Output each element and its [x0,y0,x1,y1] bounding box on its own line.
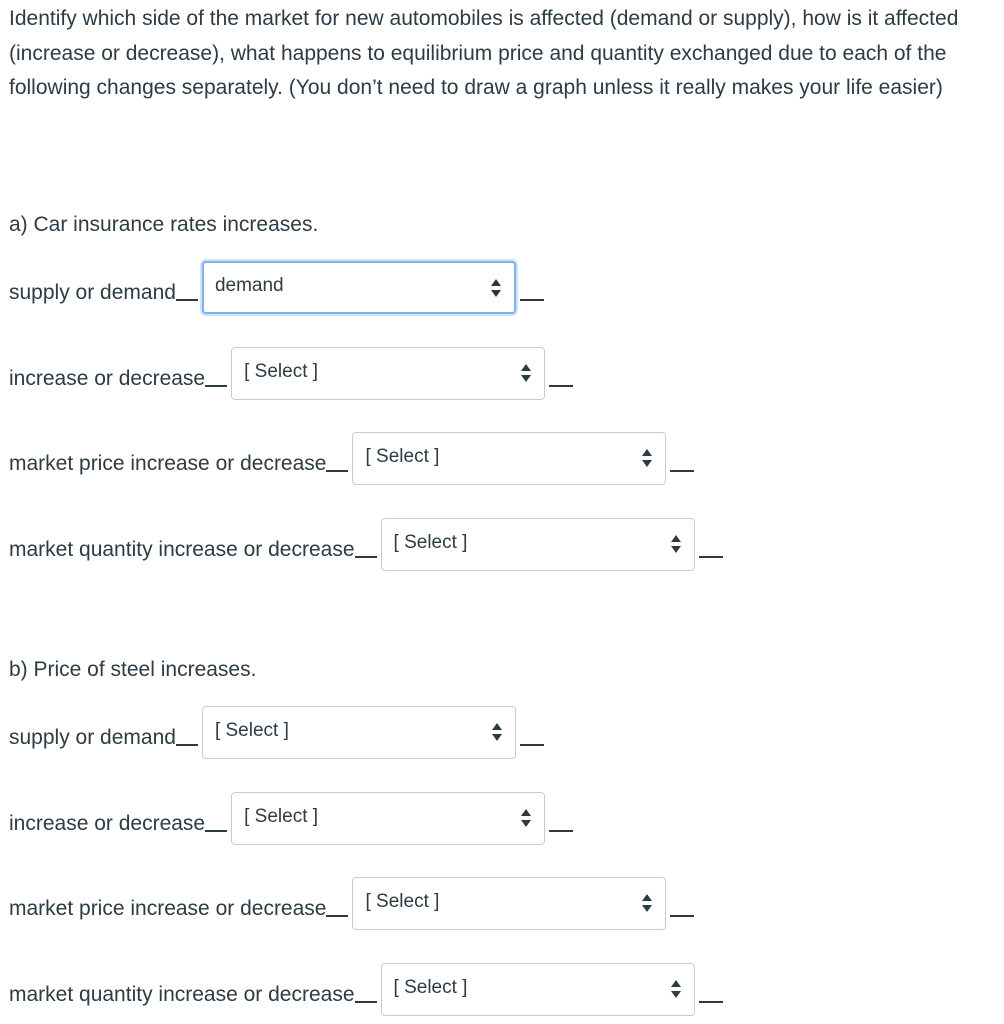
select-value: [ Select ] [365,890,440,912]
answer-blank-line [520,744,544,746]
up-down-chevron-icon [520,807,532,829]
up-down-chevron-icon [490,277,502,299]
answer-blank-line [549,830,573,832]
select-value: [ Select ] [244,805,319,827]
answer-blank-line [205,830,227,832]
part-b-increase-decrease-row [9,790,573,846]
up-down-chevron-icon [641,447,653,469]
up-down-chevron-icon [491,721,503,743]
answer-blank-line [670,915,694,917]
up-down-chevron-icon [670,978,682,1000]
market-quantity-select[interactable] [381,963,695,1016]
answer-blank-line [205,385,227,387]
part-b-heading: b) Price of steel increases. [9,658,257,681]
row-label: supply or demand [9,281,176,304]
answer-blank-line [699,556,723,558]
row-label: market quantity increase or decrease [9,983,355,1006]
answer-blank-line [549,385,573,387]
supply-demand-select[interactable] [202,706,516,759]
select-value: [ Select ] [393,976,468,998]
up-down-chevron-icon [641,892,653,914]
part-a-supply-demand-row [9,259,544,315]
select-value: [ Select ] [393,531,468,553]
row-label: increase or decrease [9,812,206,835]
select-value: [ Select ] [365,445,440,467]
answer-blank-line [355,1001,377,1003]
answer-blank-line [699,1001,723,1003]
part-a-market-quantity-row [9,516,723,572]
part-b-market-quantity-row [9,961,723,1017]
increase-decrease-select[interactable] [231,792,545,845]
row-label: market price increase or decrease [9,897,327,920]
part-a-increase-decrease-row [9,345,573,401]
increase-decrease-select[interactable] [231,347,545,400]
answer-blank-line [520,299,544,301]
up-down-chevron-icon [670,533,682,555]
row-label: market quantity increase or decrease [9,538,355,561]
row-label: market price increase or decrease [9,452,327,475]
supply-demand-select[interactable] [202,261,516,314]
answer-blank-line [176,744,198,746]
market-price-select[interactable] [352,432,666,485]
select-value: [ Select ] [244,360,319,382]
answer-blank-line [355,556,377,558]
answer-blank-line [326,470,348,472]
part-b-supply-demand-row [9,704,544,760]
market-price-select[interactable] [352,877,666,930]
part-a-market-price-row [9,430,694,486]
select-value: [ Select ] [214,719,289,741]
question-prompt: Identify which side of the market for new automobiles is affected (demand or supply), how is it affected (increase or decrease), what happens to equilibrium price and quantity exchanged due to each of the following changes separately. (You don’t need to draw a graph unless it really makes your life easier) [9,7,959,99]
up-down-chevron-icon [520,362,532,384]
row-label: increase or decrease [9,367,206,390]
row-label: supply or demand [9,726,176,749]
part-b-market-price-row [9,875,694,931]
market-quantity-select[interactable] [381,518,695,571]
select-value: demand [214,274,284,296]
answer-blank-line [326,915,348,917]
answer-blank-line [670,470,694,472]
part-a-heading: a) Car insurance rates increases. [9,213,319,236]
answer-blank-line [176,299,198,301]
